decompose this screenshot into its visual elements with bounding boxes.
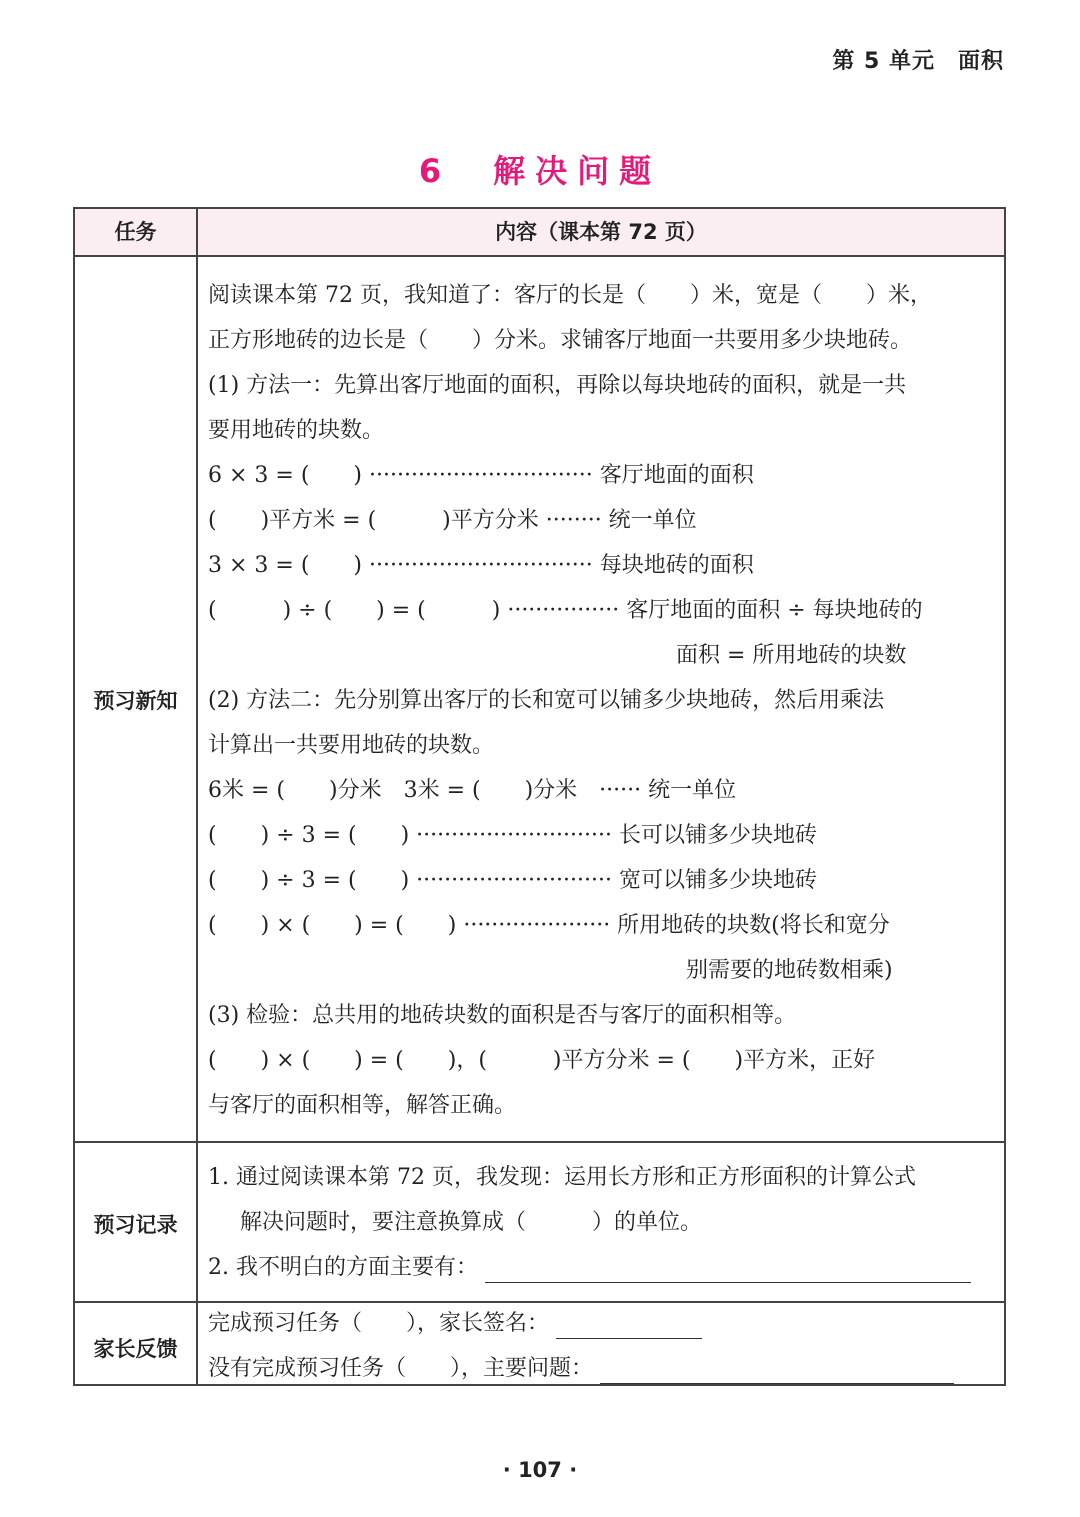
task-record: 预习记录 [93, 1213, 178, 1237]
unit-header: 第 5 单元 面积 [832, 49, 1004, 74]
header-task: 任务 [114, 220, 157, 244]
preview-line: ( ) ÷ 3 = ( ) ···························· 长可以铺多少块地砖 [208, 823, 817, 848]
record-line: 1. 通过阅读课本第 72 页，我发现：运用长方形和正方形面积的计算公式 [208, 1165, 916, 1190]
preview-line: ( ) × ( ) = ( )，( )平方分米 = ( )平方米，正好 [208, 1048, 876, 1073]
preview-line: 别需要的地砖数相乘) [686, 958, 893, 983]
feedback-done: 完成预习任务（ ），家长签名： [208, 1311, 550, 1336]
preview-line: ( ) ÷ ( ) = ( ) ················ 客厅地面的面积 ÷ 每块地砖的 [208, 598, 923, 623]
record-question: 2. 我不明白的方面主要有： [208, 1255, 478, 1280]
problem-blank[interactable] [600, 1357, 954, 1384]
preview-line: 阅读课本第 72 页，我知道了：客厅的长是（ ）米，宽是（ ）米， [208, 283, 932, 308]
preview-line: (3) 检验：总共用的地砖块数的面积是否与客厅的面积相等。 [208, 1003, 797, 1028]
record-line: 解决问题时，要注意换算成（ ）的单位。 [240, 1210, 703, 1235]
preview-line: (1) 方法一：先算出客厅地面的面积，再除以每块地砖的面积，就是一共 [208, 373, 907, 398]
column-divider [196, 209, 198, 1384]
preview-line: 要用地砖的块数。 [208, 418, 385, 443]
row-divider [75, 1141, 1004, 1143]
preview-line: 3 × 3 = ( ) ································ 每块地砖的面积 [208, 553, 754, 578]
page-title: 6 解决问题 [418, 152, 662, 190]
signature-blank[interactable] [556, 1312, 702, 1339]
row-divider [75, 1301, 1004, 1303]
preview-line: ( )平方米 = ( )平方分米 ········ 统一单位 [208, 508, 697, 533]
record-answer-blank[interactable] [485, 1256, 971, 1283]
preview-line: (2) 方法二：先分别算出客厅的长和宽可以铺多少块地砖，然后用乘法 [208, 688, 885, 713]
preview-line: 面积 = 所用地砖的块数 [676, 643, 907, 668]
feedback-not-done: 没有完成预习任务（ ），主要问题： [208, 1356, 594, 1381]
preview-line: 计算出一共要用地砖的块数。 [208, 733, 495, 758]
preview-line: ( ) ÷ 3 = ( ) ···························· 宽可以铺多少块地砖 [208, 868, 817, 893]
header-content: 内容（课本第 72 页） [495, 220, 707, 244]
preview-line: ( ) × ( ) = ( ) ····················· 所用地砖的块数(将长和宽分 [208, 913, 890, 938]
record-line [208, 1253, 971, 1283]
preview-line: 6 × 3 = ( ) ································ 客厅地面的面积 [208, 463, 754, 488]
preview-line: 正方形地砖的边长是（ ）分米。求铺客厅地面一共要用多少块地砖。 [208, 328, 913, 353]
preview-table [73, 207, 1006, 1386]
feedback-line [208, 1354, 954, 1384]
page-number: · 107 · [502, 1458, 578, 1482]
task-preview: 预习新知 [93, 689, 178, 713]
feedback-line [208, 1309, 702, 1339]
preview-line: 与客厅的面积相等，解答正确。 [208, 1093, 517, 1118]
task-feedback: 家长反馈 [93, 1337, 178, 1361]
preview-line: 6米 = ( )分米 3米 = ( )分米 ······ 统一单位 [208, 778, 737, 803]
